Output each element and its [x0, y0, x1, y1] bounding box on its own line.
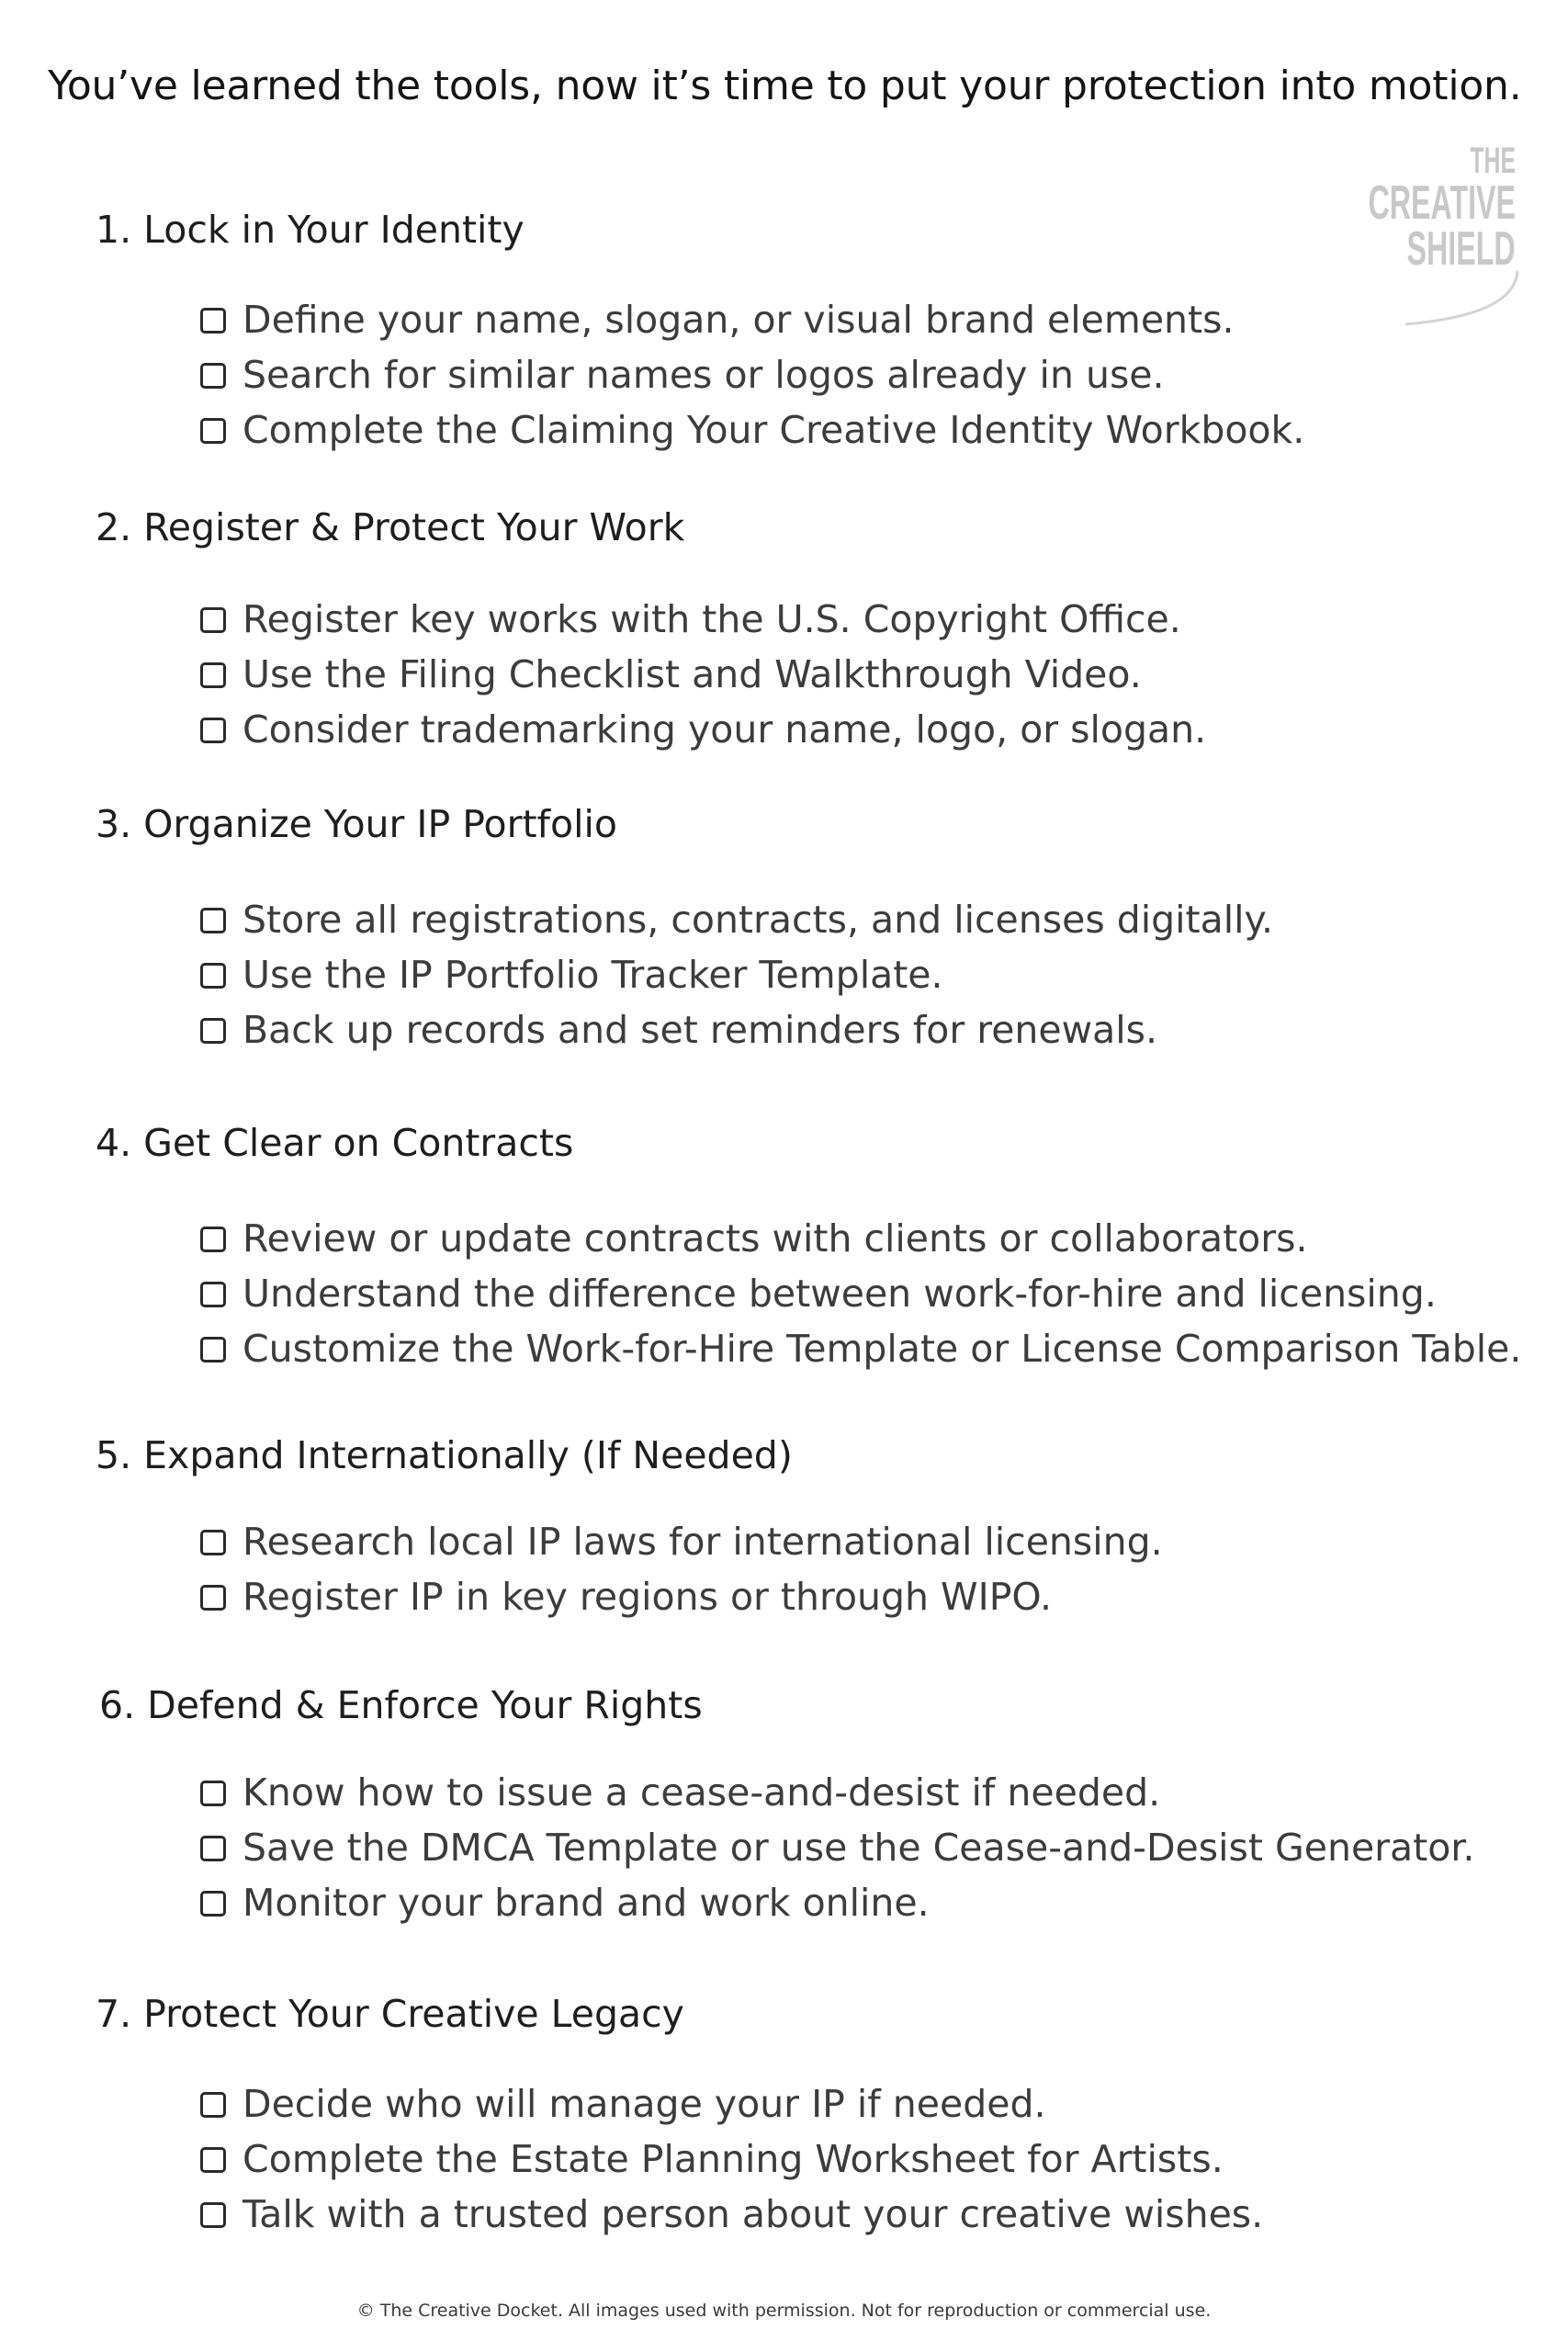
checklist-item-label: Understand the difference between work-for-hire and licensing. — [243, 1272, 1437, 1316]
checklist-item-label: Talk with a trusted person about your creative wishes. — [243, 2192, 1264, 2236]
section-heading: 4. Get Clear on Contracts — [96, 1121, 574, 1165]
checkbox-icon[interactable] — [200, 1282, 226, 1307]
checkbox-icon[interactable] — [200, 1337, 226, 1363]
checklist-item-label: Use the Filing Checklist and Walkthrough Video. — [243, 652, 1142, 696]
checklist-item-label: Complete the Estate Planning Worksheet for Artists. — [243, 2137, 1224, 2181]
checklist-item[interactable] — [200, 352, 1165, 398]
checklist-item[interactable] — [200, 1880, 930, 1926]
checklist-item[interactable] — [200, 2136, 1224, 2182]
checklist-item-label: Review or update contracts with clients or collaborators. — [243, 1216, 1308, 1261]
checkbox-icon[interactable] — [200, 363, 226, 389]
checklist-item[interactable] — [200, 651, 1142, 697]
checklist-item-label: Search for similar names or logos already in use. — [243, 353, 1165, 397]
checklist-item-label: Store all registrations, contracts, and licenses digitally. — [243, 898, 1273, 942]
checkbox-icon[interactable] — [200, 908, 226, 933]
checkbox-icon[interactable] — [200, 1891, 226, 1917]
checklist-item-label: Decide who will manage your IP if needed. — [243, 2082, 1046, 2126]
checkbox-icon[interactable] — [200, 1781, 226, 1806]
checkbox-icon[interactable] — [200, 1836, 226, 1861]
checkbox-icon[interactable] — [200, 718, 226, 743]
logo-word-creative: CREATIVE — [1368, 176, 1516, 230]
section-heading: 5. Expand Internationally (If Needed) — [96, 1433, 793, 1477]
checklist-item[interactable] — [200, 2191, 1263, 2237]
checkbox-icon[interactable] — [200, 308, 226, 334]
checklist-item-label: Complete the Claiming Your Creative Identity Workbook. — [243, 408, 1305, 452]
checklist-item[interactable] — [200, 407, 1304, 453]
section-heading: 2. Register & Protect Your Work — [96, 505, 685, 549]
checklist-item[interactable] — [200, 1271, 1437, 1317]
checkbox-icon[interactable] — [200, 1227, 226, 1252]
checklist-item-label: Define your name, slogan, or visual brand elements. — [243, 298, 1235, 342]
checkbox-icon[interactable] — [200, 963, 226, 989]
checklist-item[interactable] — [200, 1007, 1157, 1053]
checklist-item[interactable] — [200, 1326, 1521, 1372]
checklist-item-label: Research local IP laws for international licensing. — [243, 1520, 1163, 1564]
checklist-item-label: Customize the Work-for-Hire Template or License Comparison Table. — [243, 1327, 1522, 1371]
section-heading: 3. Organize Your IP Portfolio — [96, 802, 617, 846]
checklist-item-label: Monitor your brand and work online. — [243, 1881, 930, 1925]
logo-word-the: THE — [1470, 141, 1516, 181]
checklist-item-label: Use the IP Portfolio Tracker Template. — [243, 953, 943, 997]
checklist-item[interactable] — [200, 897, 1273, 943]
checkbox-icon[interactable] — [200, 1585, 226, 1611]
checkbox-icon[interactable] — [200, 2202, 226, 2228]
copyright-footer: © The Creative Docket. All images used with permission. Not for reproduction or commercial use. — [356, 2301, 1212, 2321]
checklist-item[interactable] — [200, 952, 943, 998]
intro-text: You’ve learned the tools, now it’s time to put your protection into motion. — [48, 62, 1522, 109]
section-heading: 1. Lock in Your Identity — [96, 208, 525, 252]
checklist-item-label: Register IP in key regions or through WIPO. — [243, 1575, 1053, 1619]
checklist-item[interactable] — [200, 2081, 1046, 2127]
checklist-item[interactable] — [200, 1770, 1160, 1815]
checkbox-icon[interactable] — [200, 2147, 226, 2173]
checklist-item-label: Know how to issue a cease-and-desist if needed. — [243, 1770, 1161, 1815]
checkbox-icon[interactable] — [200, 2092, 226, 2118]
checklist-item-label: Consider trademarking your name, logo, or slogan. — [243, 707, 1207, 752]
creative-shield-logo — [1368, 141, 1525, 326]
checklist-item[interactable] — [200, 1519, 1163, 1565]
checklist-item[interactable] — [200, 1216, 1308, 1261]
checklist-item[interactable] — [200, 707, 1206, 752]
checklist-item-label: Register key works with the U.S. Copyright Office. — [243, 597, 1181, 641]
checklist-item[interactable] — [200, 1825, 1474, 1871]
checkbox-icon[interactable] — [200, 1018, 226, 1044]
checklist-item-label: Back up records and set reminders for renewals. — [243, 1008, 1158, 1052]
section-heading: 7. Protect Your Creative Legacy — [96, 1992, 684, 2036]
checklist-item[interactable] — [200, 297, 1235, 343]
checklist-item[interactable] — [200, 596, 1181, 642]
logo-word-shield: SHIELD — [1406, 222, 1516, 276]
checklist-item[interactable] — [200, 1574, 1052, 1620]
checkbox-icon[interactable] — [200, 607, 226, 633]
checkbox-icon[interactable] — [200, 662, 226, 688]
section-heading: 6. Defend & Enforce Your Rights — [99, 1683, 703, 1727]
checkbox-icon[interactable] — [200, 418, 226, 444]
checklist-item-label: Save the DMCA Template or use the Cease-and-Desist Generator. — [243, 1826, 1475, 1870]
checkbox-icon[interactable] — [200, 1530, 226, 1555]
